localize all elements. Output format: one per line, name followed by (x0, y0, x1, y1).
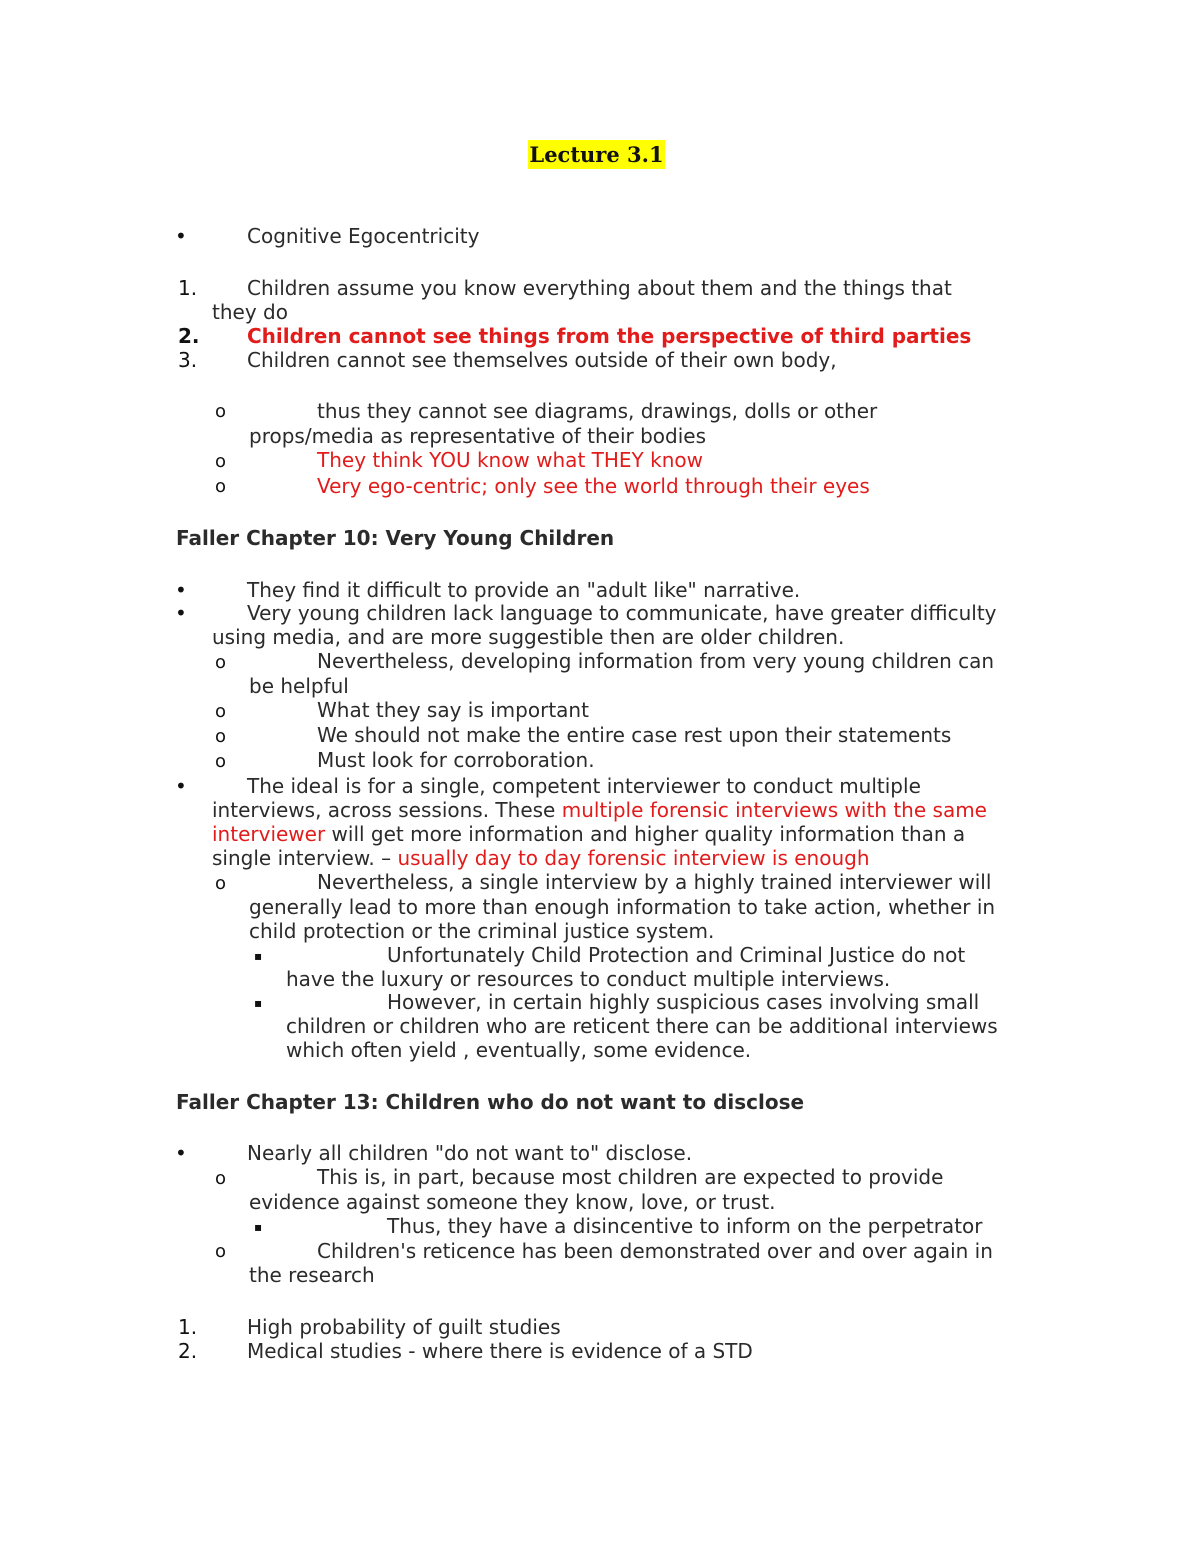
bullet-marker: • (175, 774, 187, 798)
list-item-continuation (212, 846, 870, 870)
sub-item: Very ego-centric; only see the world through their eyes (317, 474, 870, 498)
sub-item: What they say is important (317, 698, 589, 722)
circle-marker: o (215, 726, 227, 747)
circle-marker: o (215, 652, 227, 673)
sub-item-continuation: the research (249, 1263, 375, 1287)
bullet-marker: • (175, 1141, 187, 1165)
text-run: will get more information and higher quality information than a (325, 822, 966, 846)
sub-sub-item-continuation: have the luxury or resources to conduct multiple interviews. (286, 967, 891, 991)
sub-item-continuation: evidence against someone they know, love, or trust. (249, 1190, 776, 1214)
list-item: Nearly all children "do not want to" disclose. (247, 1141, 693, 1165)
sub-sub-item-continuation: children or children who are reticent there can be additional interviews (286, 1014, 998, 1038)
number-marker: 1. (178, 1315, 198, 1339)
square-marker: ▪ (254, 1220, 263, 1234)
circle-marker: o (215, 751, 227, 772)
bullet-marker: • (175, 578, 187, 602)
list-item-continuation: they do (212, 300, 288, 324)
text-run-red: interviewer (212, 822, 326, 846)
page-title (0, 142, 1193, 167)
sub-item: This is, in part, because most children are expected to provide (317, 1165, 944, 1189)
section-heading: Faller Chapter 13: Children who do not want to disclose (176, 1090, 805, 1114)
list-item-emphasis: Children cannot see things from the perspective of third parties (247, 324, 972, 348)
list-item: Medical studies - where there is evidence of a STD (247, 1339, 753, 1363)
bullet-marker: • (175, 224, 187, 248)
list-item-continuation: using media, and are more suggestible then are older children. (212, 625, 845, 649)
sub-item-continuation: child protection or the criminal justice system. (249, 919, 715, 943)
text-run: interviews, across sessions. These (212, 798, 562, 822)
sub-sub-item: However, in certain highly suspicious cases involving small (387, 990, 980, 1014)
section-heading: Faller Chapter 10: Very Young Children (176, 526, 615, 550)
text-run-red: usually day to day forensic interview is enough (397, 846, 870, 870)
list-item: They find it difficult to provide an "adult like" narrative. (247, 578, 801, 602)
sub-item: Nevertheless, developing information from very young children can (317, 649, 995, 673)
circle-marker: o (215, 873, 227, 894)
circle-marker: o (215, 1168, 227, 1189)
circle-marker: o (215, 701, 227, 722)
list-item: Very young children lack language to communicate, have greater difficulty (247, 601, 997, 625)
list-item: Cognitive Egocentricity (247, 224, 480, 248)
number-marker: 2. (178, 1339, 198, 1363)
square-marker: ▪ (254, 949, 263, 963)
sub-item: Children's reticence has been demonstrated over and over again in (317, 1239, 993, 1263)
title-highlight: Lecture 3.1 (529, 142, 664, 167)
circle-marker: o (215, 451, 227, 472)
sub-sub-item-continuation: which often yield , eventually, some evidence. (286, 1038, 752, 1062)
square-marker: ▪ (254, 996, 263, 1010)
sub-item-continuation: props/media as representative of their bodies (249, 424, 707, 448)
sub-item-continuation: generally lead to more than enough information to take action, whether in (249, 895, 996, 919)
text-run: single interview. – (212, 846, 398, 870)
circle-marker: o (215, 1241, 227, 1262)
text-run-red: multiple forensic interviews with the same (561, 798, 987, 822)
number-marker: 1. (178, 276, 198, 300)
list-item: Children assume you know everything about them and the things that (247, 276, 952, 300)
circle-marker: o (215, 476, 227, 497)
sub-item: They think YOU know what THEY know (317, 448, 703, 472)
sub-item: thus they cannot see diagrams, drawings, dolls or other (317, 399, 878, 423)
circle-marker: o (215, 401, 227, 422)
list-item-continuation (212, 798, 987, 822)
list-item: Children cannot see themselves outside of their own body, (247, 348, 837, 372)
sub-sub-item: Thus, they have a disincentive to inform on the perpetrator (387, 1214, 983, 1238)
sub-item: Must look for corroboration. (317, 748, 595, 772)
list-item: High probability of guilt studies (247, 1315, 561, 1339)
number-marker: 3. (178, 348, 198, 372)
sub-item: Nevertheless, a single interview by a highly trained interviewer will (317, 870, 992, 894)
list-item-continuation (212, 822, 965, 846)
number-marker: 2. (178, 324, 200, 348)
list-item: The ideal is for a single, competent interviewer to conduct multiple (247, 774, 921, 798)
bullet-marker: • (175, 601, 187, 625)
sub-item-continuation: be helpful (249, 674, 349, 698)
sub-sub-item: Unfortunately Child Protection and Criminal Justice do not (387, 943, 966, 967)
sub-item: We should not make the entire case rest upon their statements (317, 723, 952, 747)
